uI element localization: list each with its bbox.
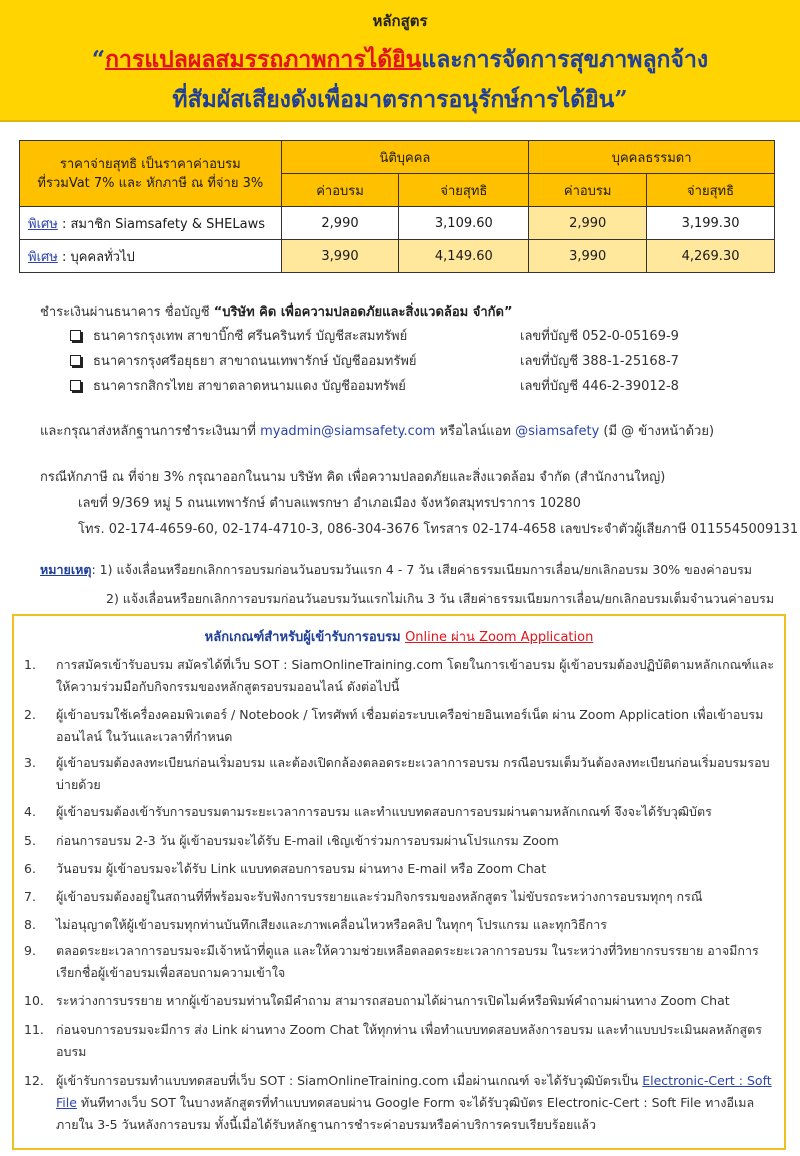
member-individual-net: 3,199.30 [647, 207, 775, 240]
rule-number: 2. [24, 707, 36, 722]
ecert-link[interactable]: Electronic-Cert : Soft File [56, 1073, 772, 1110]
list-item [24, 1019, 774, 1063]
payment-intro-text: ชำระเงินผ่านธนาคาร ชื่อบัญชี [40, 305, 214, 320]
remarks-line1 [40, 560, 752, 580]
group-individual: บุคคลธรรมดา [529, 141, 775, 174]
rules-title-text: หลักเกณฑ์สำหรับผู้เข้ารับการอบรม [204, 630, 406, 645]
general-individual-fee: 3,990 [529, 240, 647, 273]
rule-number: 6. [24, 861, 36, 876]
course-title-line2: ที่สัมผัสเสียงดังเพื่อมาตรการอนุรักษ์การได้ยิน” [172, 86, 628, 113]
table-row [20, 207, 775, 240]
checkbox-icon [70, 380, 81, 391]
rule-text: ก่อนการอบรม 2-3 วัน ผู้เข้าอบรมจะได้รับ E-mail เชิญเข้าร่วมการอบรมผ่านโปรแกรม Zoom [56, 833, 559, 848]
rule-text: ตลอดระยะเวลาการอบรมจะมีเจ้าหน้าที่ดูแล และให้ความช่วยเหลือตลอดระยะเวลาการอบรม ในระหว่างที่วิทยากรบรรยาย อาจมีการเรียกชื่อผู้เข้าอบรมเพื่อสอบถามความเข้าใจ [56, 943, 759, 980]
rule-text-part2: ทันทีทางเว็บ SOT ในบางหลักสูตรที่ทำแบบทดสอบผ่าน Google Form จะได้รับวุฒิบัตร Electronic-Cert : Soft File ทางอีเมลภายใน 3-5 วันหลังการอบรม ทั้งนี้เมื่อได้รับหลักฐานการชำระค่าอบรมหรือค่าบริการครบเรียบร้อยแล้ว [56, 1095, 755, 1132]
proof-instructions [40, 420, 714, 441]
col-juristic-fee: ค่าอบรม [281, 174, 399, 207]
bank-account-number: เลขที่บัญชี 446-2-39012-8 [520, 379, 679, 394]
rule-number: 7. [24, 889, 36, 904]
row-label-general [20, 240, 282, 273]
rule-number: 1. [24, 657, 36, 672]
list-item [24, 940, 774, 984]
rule-number: 10. [24, 993, 44, 1008]
bank-account-number: เลขที่บัญชี 052-0-05169-9 [520, 329, 679, 344]
general-juristic-fee: 3,990 [281, 240, 399, 273]
list-item [70, 375, 406, 396]
payment-intro [40, 301, 513, 322]
price-note [20, 141, 282, 207]
general-individual-net: 4,269.30 [647, 240, 775, 273]
price-note-line1: ราคาจ่ายสุทธิ เป็นราคาค่าอบรม [59, 156, 241, 172]
remarks-label: หมายเหตุ [40, 562, 92, 577]
remarks-item1: : 1) แจ้งเลื่อนหรือยกเลิกการอบรมก่อนวันอบรมวันแรก 4 - 7 วัน เสียค่าธรรมเนียมการเลื่อน/ยกเลิกอบรม 30% ของค่าอบรม [91, 562, 753, 577]
checkbox-icon [70, 330, 81, 341]
rules-title [14, 626, 784, 647]
bank-account-number: เลขที่บัญชี 388-1-25168-7 [520, 354, 679, 369]
title-highlight: การแปลผลสมรรถภาพการได้ยิน [105, 46, 422, 73]
title-rest: และการจัดการสุขภาพลูกจ้าง [421, 46, 709, 73]
list-item [24, 654, 774, 698]
rule-number: 3. [24, 755, 36, 770]
list-item [24, 752, 774, 796]
course-header [0, 0, 800, 122]
tax-line1: กรณีหักภาษี ณ ที่จ่าย 3% กรุณาออกในนาม บริษัท คิด เพื่อความปลอดภัยและสิ่งแวดล้อม จำกัด (สำนักงานใหญ่) [40, 470, 666, 485]
course-kicker: หลักสูตร [372, 12, 428, 30]
rules-title-zoom: Online ผ่าน Zoom Application [405, 630, 594, 645]
tax-contact: โทร. 02-174-4659-60, 02-174-4710-3, 086-304-3676 โทรสาร 02-174-4658 เลขประจำตัวผู้เสียภาษี 0115545009131 [78, 522, 799, 537]
bank-name: ธนาคารกรุงเทพ สาขาบิ๊กซี ศรีนครินทร์ บัญชีสะสมทรัพย์ [93, 329, 408, 344]
rule-number: 9. [24, 943, 36, 958]
col-juristic-net: จ่ายสุทธิ [399, 174, 529, 207]
bank-name: ธนาคารกรุงศรีอยุธยา สาขาถนนเทพารักษ์ บัญชีออมทรัพย์ [93, 354, 417, 369]
rule-text: ผู้เข้าอบรมต้องลงทะเบียนก่อนเริ่มอบรม และต้องเปิดกล้องตลอดระยะเวลาการอบรม กรณีอบรมเต็มวันต้องลงทะเบียนก่อนเริ่มอบรมรอบบ่ายด้วย [56, 755, 770, 792]
rule-text [56, 1070, 776, 1136]
bank-name: ธนาคารกสิกรไทย สาขาตลาดหนามแดง บัญชีออมทรัพย์ [93, 379, 406, 394]
rule-text: วันอบรม ผู้เข้าอบรมจะได้รับ Link แบบทดสอบการอบรม ผ่านทาง E-mail หรือ Zoom Chat [56, 861, 547, 876]
rule-text: ก่อนจบการอบรมจะมีการ ส่ง Link ผ่านทาง Zoom Chat ให้ทุกท่าน เพื่อทำแบบทดสอบหลังการอบรม และทำแบบประเมินผลหลักสูตรอบรม [56, 1022, 763, 1059]
rule-text: ผู้เข้าอบรมต้องอยู่ในสถานที่ที่พร้อมจะรับฟังการบรรยายและร่วมกิจกรรมของหลักสูตร ไม่ขับรถระหว่างการอบรมทุกๆ กรณี [56, 889, 703, 904]
general-juristic-net: 4,149.60 [399, 240, 529, 273]
rule-text: ระหว่างการบรรยาย หากผู้เข้าอบรมท่านใดมีคำถาม สามารถสอบถามได้ผ่านการเปิดไมค์หรือพิมพ์คำถามผ่านทาง Zoom Chat [56, 993, 730, 1008]
list-item [70, 350, 417, 371]
checkbox-icon [70, 355, 81, 366]
account-name: “บริษัท คิด เพื่อความปลอดภัยและสิ่งแวดล้อม จำกัด” [213, 305, 513, 320]
rule-text: ผู้เข้าอบรมใช้เครื่องคอมพิวเตอร์ / Notebook / โทรศัพท์ เชื่อมต่อระบบเครือข่ายอินเทอร์เน็ต ผ่าน Zoom Application เพื่อเข้าอบรมออนไลน์ ในวันและเวลาที่กำหนด [56, 707, 764, 744]
list-item [24, 704, 774, 748]
proof-prefix: และกรุณาส่งหลักฐานการชำระเงินมาที่ [40, 424, 261, 439]
row-tag: พิเศษ [28, 249, 58, 265]
member-juristic-fee: 2,990 [281, 207, 399, 240]
proof-email-link[interactable]: myadmin@siamsafety.com [260, 424, 436, 439]
member-individual-fee: 2,990 [529, 207, 647, 240]
rule-text: ผู้เข้าอบรมต้องเข้ารับการอบรมตามระยะเวลาการอบรม และทำแบบทดสอบการอบรมผ่านตามหลักเกณฑ์ จึงจะได้รับวุฒิบัตร [56, 804, 712, 819]
col-individual-net: จ่ายสุทธิ [647, 174, 775, 207]
rule-number: 11. [24, 1022, 44, 1037]
rule-number: 4. [24, 804, 36, 819]
rule-text: ไม่อนุญาตให้ผู้เข้าอบรมทุกท่านบันทึกเสียงและภาพเคลื่อนไหวหรือคลิป ในทุกๆ โปรแกรม และทุกวิธีการ [56, 917, 607, 932]
row-label-text: : บุคคลทั่วไป [57, 249, 135, 265]
proof-middle: หรือไลน์แอท [435, 424, 516, 439]
table-row [20, 240, 775, 273]
row-tag: พิเศษ [28, 216, 58, 232]
rule-text-part1: ผู้เข้ารับการอบรมทำแบบทดสอบที่เว็บ SOT : SiamOnlineTraining.com เมื่อผ่านเกณฑ์ จะได้รับวุฒิบัตรเป็น [56, 1073, 643, 1088]
rule-text: การสมัครเข้ารับอบรม สมัครได้ที่เว็บ SOT : SiamOnlineTraining.com โดยในการเข้าอบรม ผู้เข้าอบรมต้องปฏิบัติตามหลักเกณฑ์และให้ความร่วมมือกับกิจกรรมของหลักสูตรอบรมออนไลน์ ดังต่อไปนี้ [56, 657, 775, 694]
rules-box [12, 614, 786, 1150]
list-item [24, 1070, 774, 1140]
col-individual-fee: ค่าอบรม [529, 174, 647, 207]
price-note-line2: ที่รวมVat 7% และ หักภาษี ณ ที่จ่าย 3% [37, 175, 264, 191]
rule-number: 5. [24, 833, 36, 848]
row-label-member [20, 207, 282, 240]
list-item [70, 325, 407, 346]
tax-address: เลขที่ 9/369 หมู่ 5 ถนนเทพารักษ์ ตำบลแพรกษา อำเภอเมือง จังหวัดสมุทรปราการ 10280 [78, 496, 581, 511]
line-id-link[interactable]: @siamsafety [515, 424, 600, 439]
course-title-line1 [0, 42, 800, 78]
rule-number: 8. [24, 917, 36, 932]
title-open-quote: “ [91, 46, 106, 73]
member-juristic-net: 3,109.60 [399, 207, 529, 240]
rule-number: 12. [24, 1073, 44, 1088]
remarks-line2: 2) แจ้งเลื่อนหรือยกเลิกการอบรมก่อนวันอบรมวันแรกไม่เกิน 3 วัน เสียค่าธรรมเนียมการเลื่อน/ยกเลิกอบรมเต็มจำนวนค่าอบรม [106, 591, 775, 606]
group-juristic: นิติบุคคล [281, 141, 529, 174]
row-label-text: : สมาชิก Siamsafety & SHELaws [57, 216, 265, 232]
price-table [19, 140, 775, 273]
proof-suffix: (มี @ ข้างหน้าด้วย) [599, 424, 715, 439]
